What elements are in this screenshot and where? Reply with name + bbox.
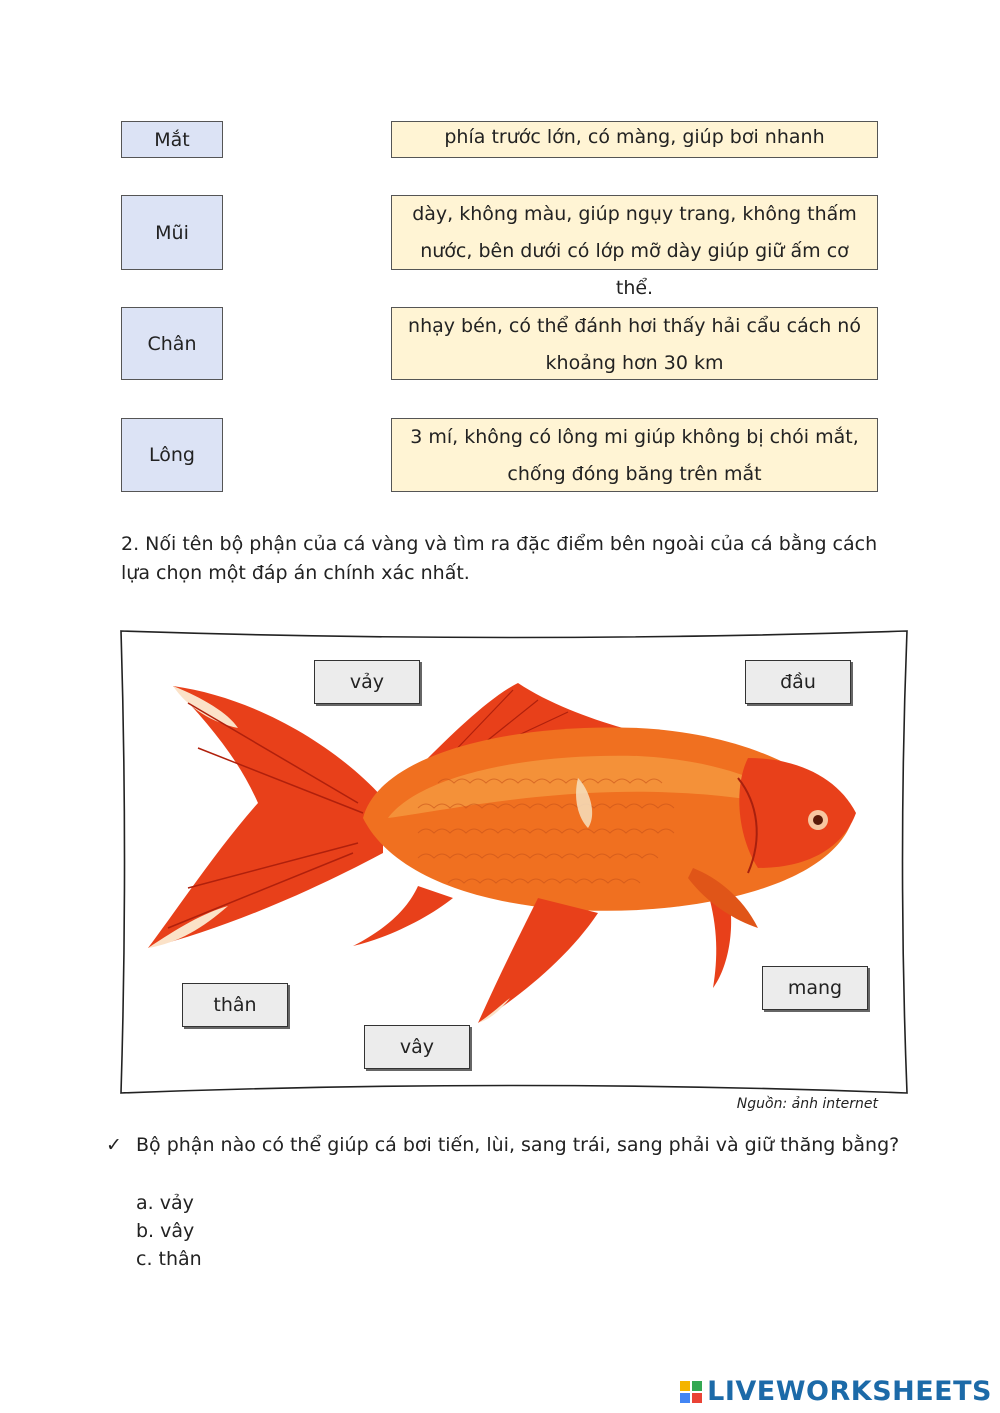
match-left-label: Chân: [147, 332, 197, 355]
answer-option-c[interactable]: c. thân: [136, 1248, 202, 1270]
fish-label-text: đầu: [780, 671, 816, 693]
match-left-mui[interactable]: [121, 195, 223, 270]
liveworksheets-logo: [679, 1376, 992, 1407]
match-left-label: Mũi: [155, 221, 189, 244]
fish-label-mang[interactable]: [762, 966, 868, 1010]
question-2-text: 2. Nối tên bộ phận của cá vàng và tìm ra đặc điểm bên ngoài của cá bằng cách lựa chọn một đáp án chính xác nhất.: [121, 533, 878, 584]
match-right-2[interactable]: [391, 195, 878, 299]
match-left-mat[interactable]: [121, 121, 223, 158]
match-right-4[interactable]: [391, 418, 878, 492]
match-right-text: dày, không màu, giúp ngụy trang, không thấm nước, bên dưới có lớp mỡ dày giúp giữ ấm cơ thể.: [412, 203, 857, 299]
fish-label-text: vảy: [349, 671, 385, 693]
match-right-text: nhạy bén, có thể đánh hơi thấy hải cẩu cách nó khoảng hơn 30 km: [408, 315, 861, 374]
match-left-label: Lông: [149, 444, 195, 466]
fish-label-text: mang: [787, 977, 843, 999]
fish-label-dau[interactable]: [745, 660, 851, 704]
match-right-1[interactable]: [391, 121, 878, 158]
answer-option-a[interactable]: a. vảy: [136, 1192, 194, 1214]
match-right-3[interactable]: [391, 307, 878, 380]
checkmark-icon: ✓: [106, 1134, 122, 1156]
match-right-text: 3 mí, không có lông mi giúp không bị chói mắt, chống đóng băng trên mắt: [410, 426, 859, 485]
fish-label-than[interactable]: [182, 983, 288, 1027]
match-left-chan[interactable]: [121, 307, 223, 380]
match-left-long[interactable]: [121, 418, 223, 492]
fish-label-text: vây: [399, 1036, 435, 1058]
fish-label-vay-scale[interactable]: [314, 660, 420, 704]
brand-name: LIVEWORKSHEETS: [707, 1376, 992, 1407]
image-source-caption: Nguồn: ảnh internet: [736, 1096, 878, 1112]
sub-question-text: Bộ phận nào có thể giúp cá bơi tiến, lùi, sang trái, sang phải và giữ thăng bằng?: [136, 1134, 900, 1156]
match-left-label: Mắt: [154, 128, 190, 151]
fish-label-vay-fin[interactable]: [364, 1025, 470, 1069]
fish-label-text: thân: [213, 994, 257, 1016]
liveworksheets-icon: [679, 1380, 703, 1404]
answer-option-b[interactable]: b. vây: [136, 1220, 195, 1242]
match-right-text: phía trước lớn, có màng, giúp bơi nhanh: [444, 126, 825, 148]
